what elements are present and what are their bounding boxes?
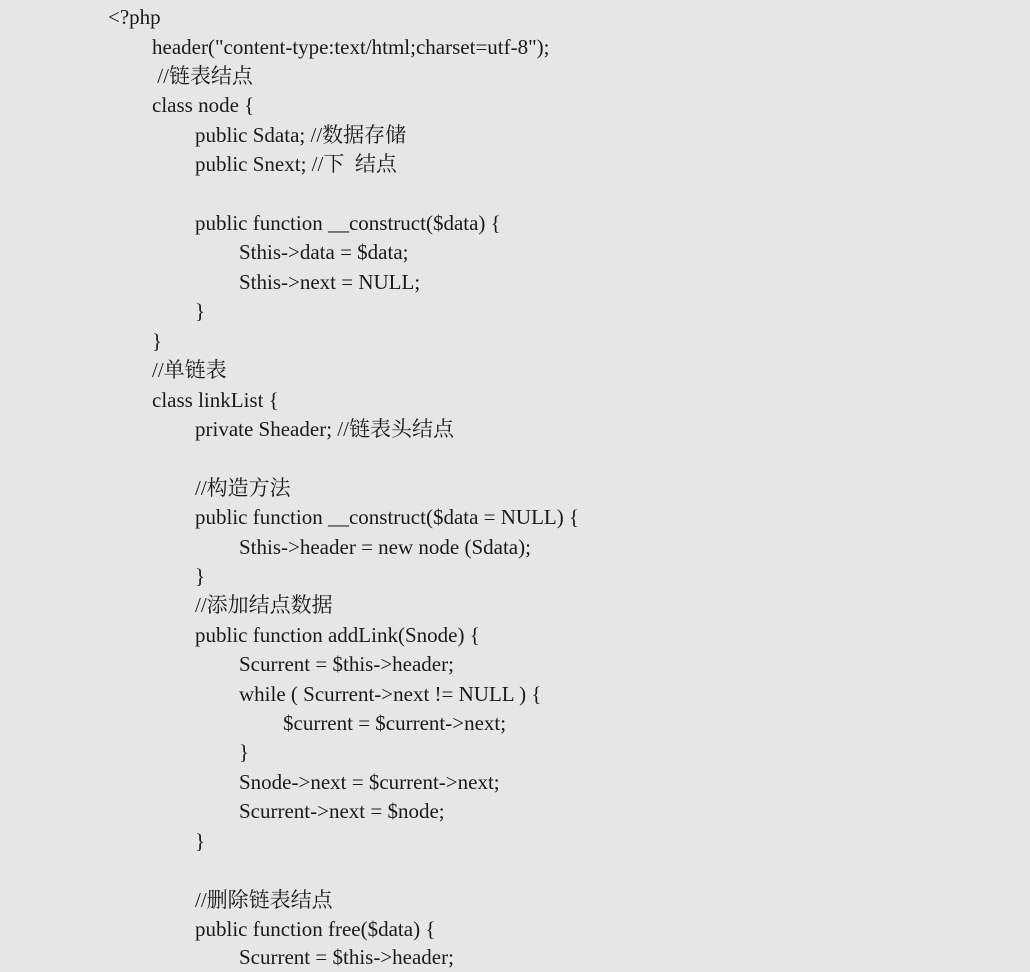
code-line: <?php [108,5,161,29]
code-line: //链表结点 [152,64,253,88]
code-line: Sthis->data = $data; [239,240,409,264]
code-line: $current = $current->next; [283,711,507,735]
code-line: } [239,740,250,764]
code-line: //添加结点数据 [195,593,333,617]
code-line: Scurrent = $this->header; [239,652,454,676]
code-line: class node { [152,93,255,117]
code-line: Scurrent = $this->header; [239,945,454,969]
code-line: } [195,564,206,588]
code-line: //构造方法 [195,476,291,500]
code-line: //单链表 [152,358,227,382]
code-line: class linkList { [152,388,279,412]
code-line: } [195,829,206,853]
code-line: } [195,299,206,323]
code-line: public function __construct($data) { [195,211,501,235]
code-line: private Sheader; //链表头结点 [195,417,454,441]
code-line: Scurrent->next = $node; [239,799,445,823]
code-line: Sthis->header = new node (Sdata); [239,535,531,559]
code-line: while ( Scurrent->next != NULL ) { [239,682,542,706]
code-line: public Sdata; //数据存储 [195,123,407,147]
code-line: public Snext; //下 结点 [195,152,397,176]
code-line: public function free($data) { [195,917,436,941]
code-line: Snode->next = $current->next; [239,770,500,794]
code-line: header("content-type:text/html;charset=utf-8"); [152,35,550,59]
code-line: //删除链表结点 [195,888,333,912]
code-line: } [152,329,163,353]
code-line: public function addLink(Snode) { [195,623,480,647]
code-line: Sthis->next = NULL; [239,270,421,294]
code-line: public function __construct($data = NULL) { [195,505,580,529]
